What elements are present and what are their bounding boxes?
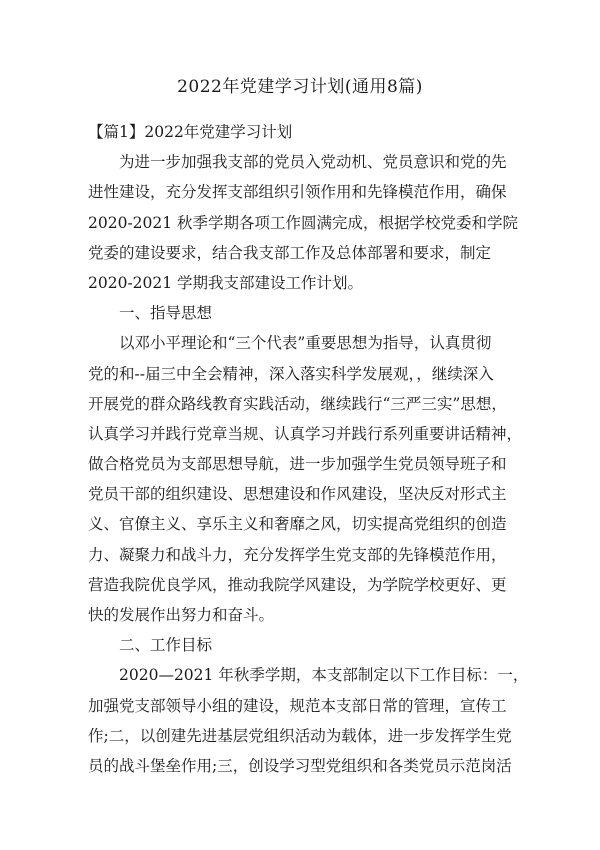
subsection-heading: 二、工作目标 xyxy=(88,636,213,655)
body-line: 开展党的群众路线教育实践活动，继续践行“三严三实”思想， xyxy=(88,394,507,413)
body-line: 快的发展作出努力和奋斗。 xyxy=(88,606,275,624)
body-line: 作;二，以创建先进基层党组织活动为载体，进一步发挥学生党 xyxy=(88,726,512,745)
body-line: 党的和--届三中全会精神，深入落实科学发展观，，继续深入 xyxy=(88,364,494,383)
section-heading: 【篇1】2022年党建学习计划 xyxy=(88,123,293,141)
document-body xyxy=(88,117,529,781)
body-line: 2020-2021 学期我支部建设工作计划。 xyxy=(88,273,364,292)
document-title: 2022年党建学习计划(通用8篇) xyxy=(177,77,423,97)
body-line: 营造我院优良学风，推动我院学风建设，为学院学校更好、更 xyxy=(88,575,507,594)
body-line: 认真学习并践行党章当规、认真学习并践行系列重要讲话精神， xyxy=(88,424,523,443)
body-line: 做合格党员为支部思想导航，进一步加强学生党员领导班子和 xyxy=(88,455,507,474)
body-line: 为进一步加强我支部的党员入党动机、党员意识和党的先 xyxy=(88,153,507,172)
body-line: 党员干部的组织建设、思想建设和作风建设，坚决反对形式主 xyxy=(88,485,507,504)
body-line: 加强党支部领导小组的建设，规范本支部日常的管理，宣传工 xyxy=(88,696,507,715)
body-line: 义、官僚主义、享乐主义和奢靡之风，切实提高党组织的创造 xyxy=(88,515,507,534)
body-line: 以邓小平理论和“三个代表”重要思想为指导，认真贯彻 xyxy=(88,334,492,353)
body-line: 员的战斗堡垒作用;三，创设学习型党组织和各类党员示范岗活 xyxy=(88,756,512,775)
subsection-heading: 一、指导思想 xyxy=(88,304,213,323)
body-line: 进性建设，充分发挥支部组织引领作用和先锋模范作用，确保 xyxy=(88,183,507,202)
body-line: 力、凝聚力和战斗力，充分发挥学生党支部的先锋模范作用， xyxy=(88,545,507,564)
body-line: 党委的建设要求，结合我支部工作及总体部署和要求，制定 xyxy=(88,243,492,262)
body-line: 2020—2021 年秋季学期，本支部制定以下工作目标：一， xyxy=(88,666,529,685)
body-line: 2020-2021 秋季学期各项工作圆满完成，根据学校党委和学院 xyxy=(88,213,519,232)
